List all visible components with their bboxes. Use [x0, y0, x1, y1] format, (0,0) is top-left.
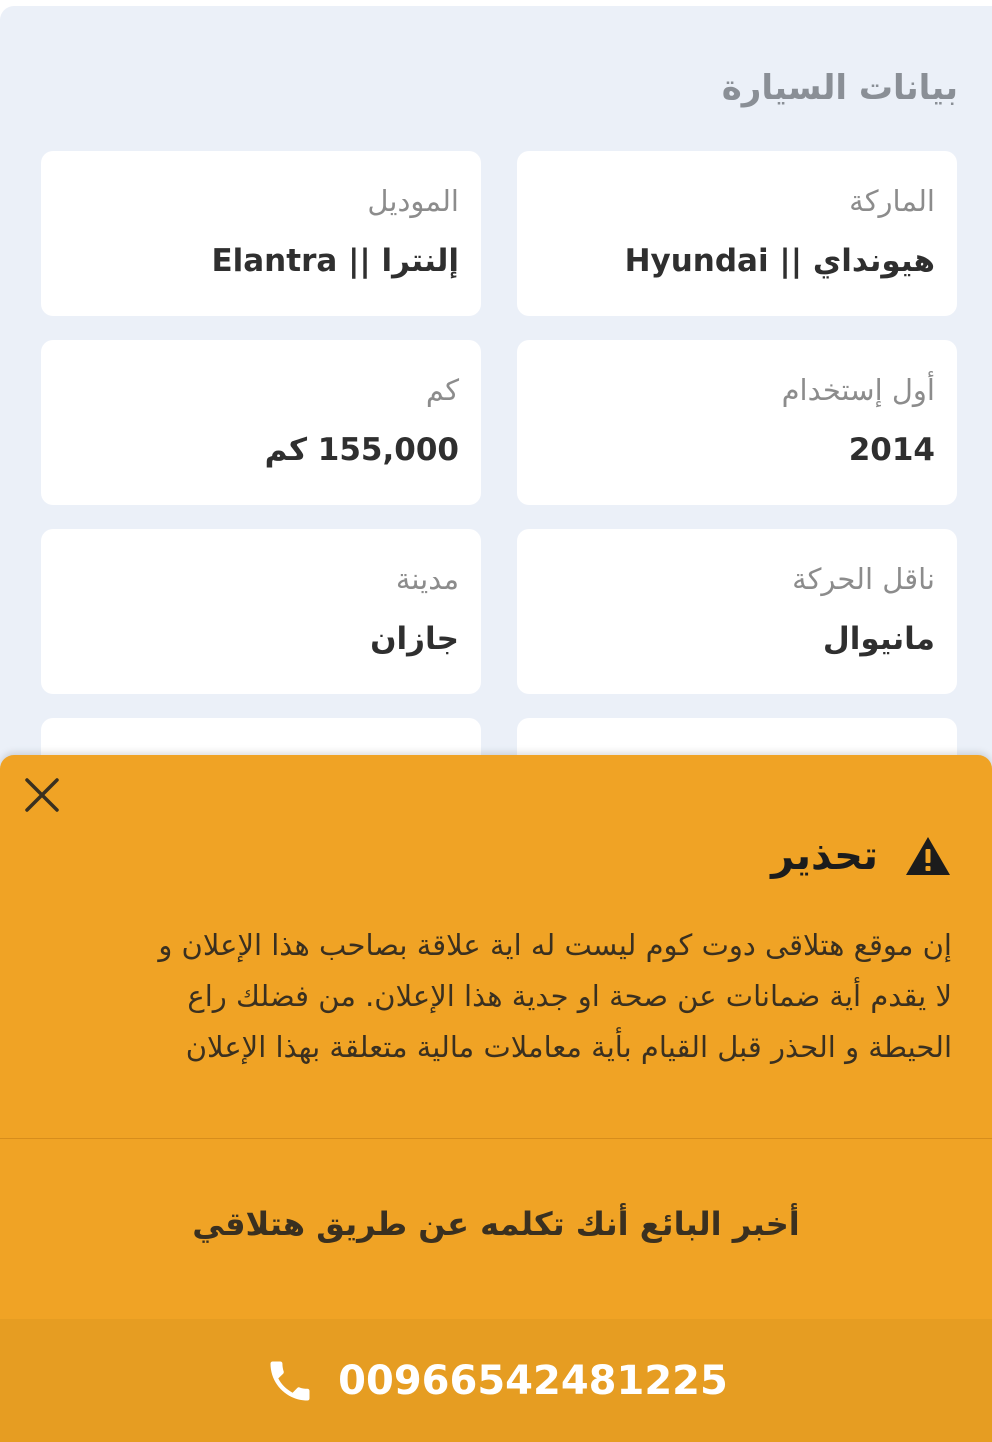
- card-label: كم: [425, 373, 459, 407]
- card-value: 2014: [848, 432, 935, 468]
- close-button[interactable]: [22, 775, 62, 815]
- card-label: الماركة: [849, 184, 935, 218]
- warning-line: الحيطة و الحذر قبل القيام بأية معاملات مالية متعلقة بهذا الإعلان: [185, 1030, 952, 1064]
- card-value: جازان: [370, 621, 459, 657]
- section-title: بيانات السيارة: [721, 68, 958, 108]
- warning-triangle-icon: [904, 835, 952, 877]
- card-transmission: [517, 529, 957, 694]
- card-model: [41, 151, 481, 316]
- warning-title: تحذير: [771, 833, 878, 879]
- card-first-use: [517, 340, 957, 505]
- card-value: 155,000 كم: [264, 432, 459, 468]
- card-mileage: [41, 340, 481, 505]
- card-label: ناقل الحركة: [792, 562, 935, 596]
- phone-icon: [264, 1355, 316, 1407]
- warning-sheet: [0, 755, 992, 1442]
- close-icon: [22, 775, 62, 815]
- card-label: أول إستخدام: [781, 373, 935, 407]
- card-brand: [517, 151, 957, 316]
- card-value: إلنترا || Elantra: [211, 243, 459, 279]
- card-label: مدينة: [395, 562, 459, 596]
- card-value: مانيوال: [822, 621, 935, 657]
- card-city: [41, 529, 481, 694]
- phone-number: 00966542481225: [338, 1357, 728, 1404]
- warning-header: [771, 833, 952, 879]
- divider: [0, 1138, 992, 1139]
- card-label: الموديل: [367, 184, 459, 218]
- call-button[interactable]: [0, 1319, 992, 1442]
- warning-message: [62, 920, 952, 1073]
- warning-line: إن موقع هتلاقى دوت كوم ليست له اية علاقة بصاحب هذا الإعلان و: [158, 928, 952, 962]
- warning-line: لا يقدم أية ضمانات عن صحة او جدية هذا الإعلان. من فضلك راع: [187, 979, 952, 1013]
- card-value: هيونداي || Hyundai: [624, 243, 935, 279]
- tell-seller-note: أخبر البائع أنك تكلمه عن طريق هتلاقي: [192, 1205, 800, 1243]
